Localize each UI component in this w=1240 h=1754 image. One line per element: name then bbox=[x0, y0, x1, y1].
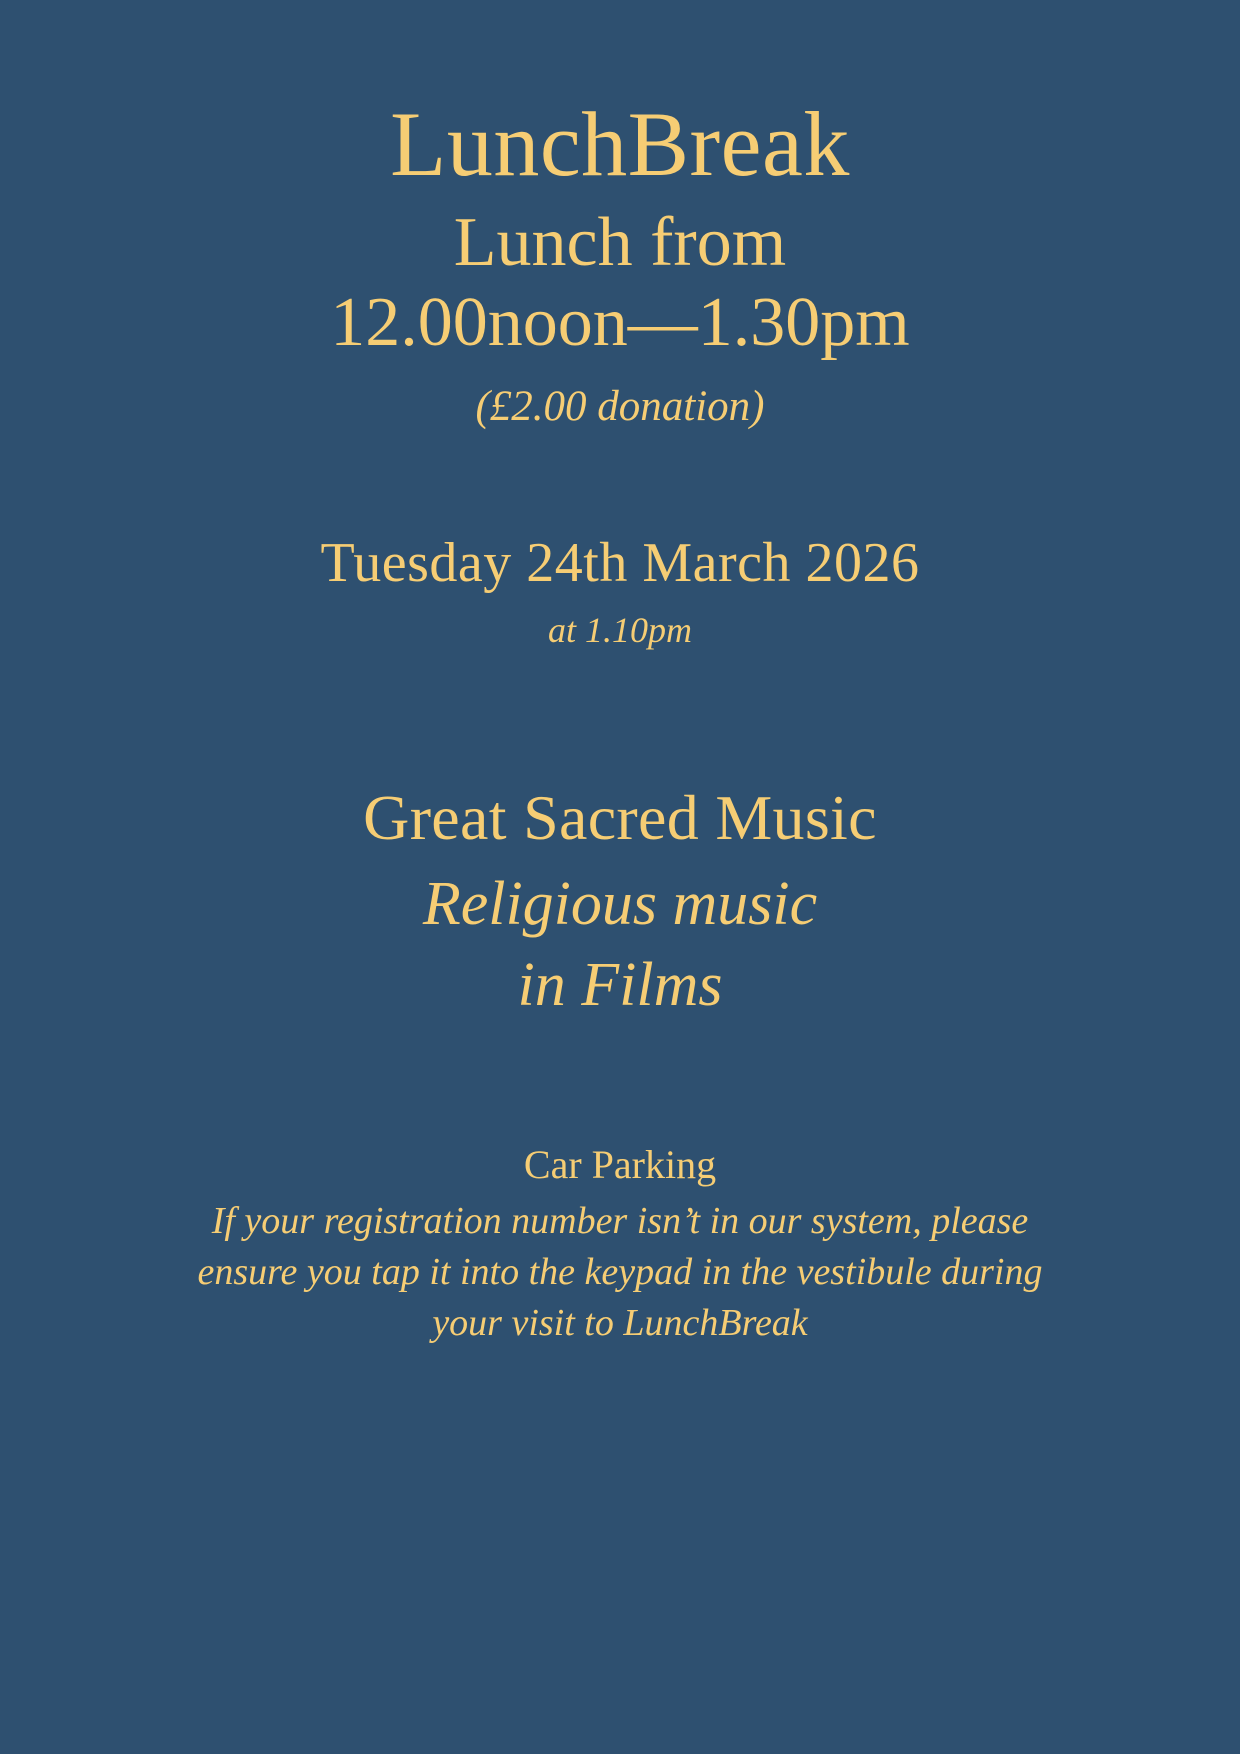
event-title: Great Sacred Music bbox=[363, 782, 877, 854]
event-subtitle-line-1: Religious music bbox=[422, 870, 818, 939]
event-date: Tuesday 24th March 2026 bbox=[320, 532, 920, 595]
page-title: LunchBreak bbox=[390, 93, 850, 195]
lunch-time: 12.00noon—1.30pm bbox=[330, 283, 910, 361]
car-parking-body: If your registration number isn’t in our system, please ensure you tap it into the keypad in the vestibule during your visit to LunchBreak bbox=[197, 1200, 1043, 1345]
event-time: at 1.10pm bbox=[548, 610, 692, 651]
event-subtitle-line-2: in Films bbox=[517, 951, 723, 1020]
car-parking-heading: Car Parking bbox=[523, 1142, 717, 1188]
donation-note: (£2.00 donation) bbox=[475, 383, 765, 431]
lunch-label: Lunch from bbox=[453, 203, 787, 281]
